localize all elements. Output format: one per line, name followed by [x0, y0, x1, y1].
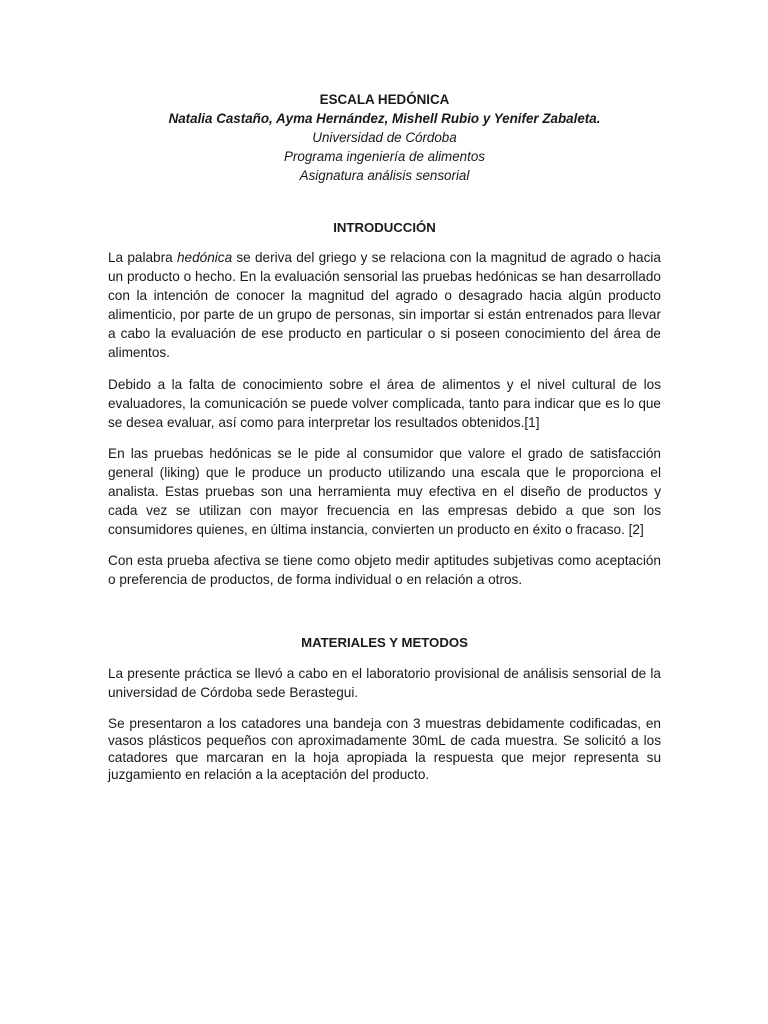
course-line: Asignatura análisis sensorial: [299, 168, 470, 183]
intro-paragraph-2: Debido a la falta de conocimiento sobre el área de alimentos y el nivel cultural de los evaluadores, la comunicación se puede volver complicada, tanto para indicar que es lo que se desea evaluar, así como para interpretar los resultados obtenidos.[1]: [108, 377, 661, 430]
methods-paragraph-2: Se presentaron a los catadores una bandeja con 3 muestras debidamente codificadas, en vasos plásticos pequeños con aproximadamente 30mL de cada muestra. Se solicitó a los catadores que marcaran en la hoja apropiada la respuesta que mejor representa su juzgamiento en relación a la aceptación del producto.: [108, 716, 661, 782]
intro-paragraph-4: Con esta prueba afectiva se tiene como objeto medir aptitudes subjetivas como aceptación o preferencia de productos, de forma individual o en relación a otros.: [108, 553, 661, 587]
authors-line: Natalia Castaño, Ayma Hernández, Mishell Rubio y Yenifer Zabaleta.: [168, 111, 601, 126]
program-line: Programa ingeniería de alimentos: [284, 149, 485, 164]
intro-p1-italic-word: hedónica: [176, 250, 233, 265]
methods-paragraph-1: La presente práctica se llevó a cabo en el laboratorio provisional de análisis sensorial de la universidad de Córdoba sede Berastegui.: [108, 666, 661, 700]
intro-p1-start: La palabra: [108, 250, 177, 265]
intro-paragraph-3: En las pruebas hedónicas se le pide al consumidor que valore el grado de satisfacción general (liking) que le produce un producto utilizando una escala que le proporciona el analista. Estas pruebas son una herramienta muy efectiva en el diseño de productos y cada vez se utilizan con mayor frecuencia en las empresas debido a que son los consumidores quienes, en última instancia, convierten un producto en éxito o fracaso. [2]: [108, 446, 661, 537]
document-title: ESCALA HEDÓNICA: [319, 92, 450, 107]
introduction-heading: INTRODUCCIÓN: [333, 220, 436, 235]
document-header: [108, 90, 661, 185]
intro-paragraph-1: [108, 248, 661, 362]
methods-heading: MATERIALES Y METODOS: [301, 635, 468, 650]
university-line: Universidad de Córdoba: [312, 130, 457, 145]
intro-p1-rest: se deriva del griego y se relaciona con la magnitud de agrado o hacia un producto o hecho. En la evaluación sensorial las pruebas hedónicas se han desarrollado con la intención de conocer la magnitud del agrado o desagrado hacia algún producto alimenticio, por parte de un grupo de personas, sin importar si están entrenados para llevar a cabo la evaluación de ese producto en particular o si poseen conocimiento del área de alimentos.: [108, 250, 661, 360]
